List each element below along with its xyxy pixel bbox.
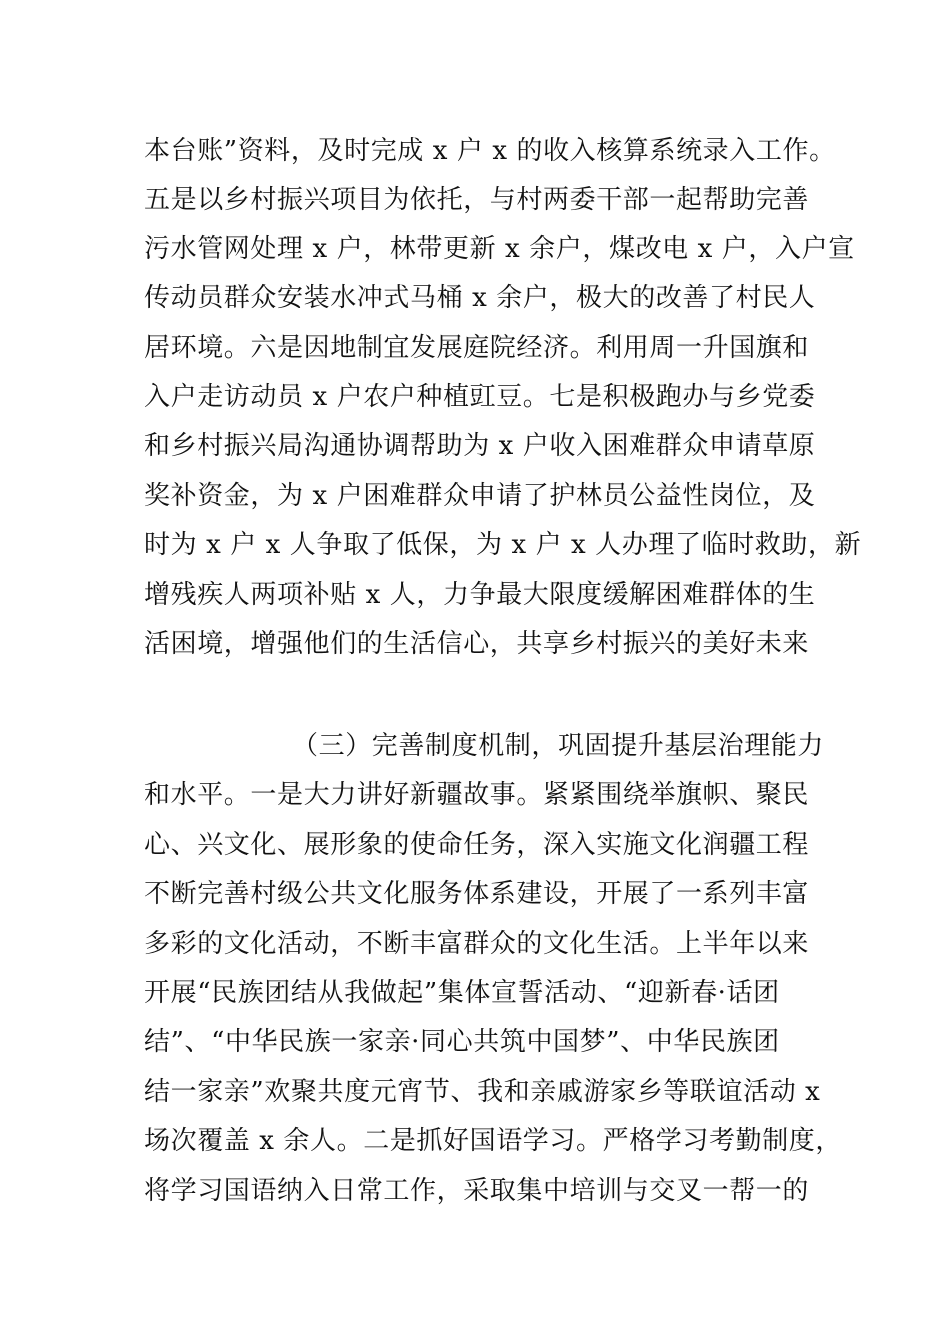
- section-heading-3: （三）完善制度机制，巩固提升基层治理能力: [292, 731, 825, 761]
- text-line-11: 活困境，增强他们的生活信心，共享乡村振兴的美好未来: [144, 629, 810, 659]
- text-line-5: 居环境。六是因地制宜发展庭院经济。利用周一升国旗和: [144, 333, 810, 363]
- text-line-6: 入户走访动员 x 户农户种植豇豆。七是积极跑办与乡党委: [144, 382, 816, 412]
- text-line-10: 增残疾人两项补贴 x 人，力争最大限度缓解困难群体的生: [144, 580, 816, 610]
- text-line-1: 本台账”资料，及时完成 x 户 x 的收入核算系统录入工作。: [144, 136, 836, 166]
- text-line-9: 时为 x 户 x 人争取了低保，为 x 户 x 人办理了临时救助，新: [144, 530, 862, 560]
- text-line-21: 将学习国语纳入日常工作，采取集中培训与交叉一帮一的: [144, 1176, 810, 1206]
- text-line-19: 结一家亲”欢聚共度元宵节、我和亲戚游家乡等联谊活动 x: [144, 1077, 821, 1107]
- text-line-15: 不断完善村级公共文化服务体系建设，开展了一系列丰富: [144, 879, 810, 909]
- text-line-14: 心、兴文化、展形象的使命任务，深入实施文化润疆工程: [144, 830, 810, 860]
- text-line-13: 和水平。一是大力讲好新疆故事。紧紧围绕举旗帜、聚民: [144, 780, 810, 810]
- text-line-17: 开展“民族团结从我做起”集体宣誓活动、“迎新春·话团: [144, 978, 780, 1008]
- text-line-4: 传动员群众安装水冲式马桶 x 余户，极大的改善了村民人: [144, 283, 816, 313]
- text-line-18: 结”、“中华民族一家亲·同心共筑中国梦”、中华民族团: [144, 1027, 780, 1057]
- text-line-20: 场次覆盖 x 余人。二是抓好国语学习。严格学习考勤制度，: [144, 1126, 842, 1156]
- text-line-3: 污水管网处理 x 户，林带更新 x 余户，煤改电 x 户，入户宣: [144, 234, 855, 264]
- text-line-16: 多彩的文化活动，不断丰富群众的文化生活。上半年以来: [144, 929, 810, 959]
- text-line-8: 奖补资金，为 x 户困难群众申请了护林员公益性岗位，及: [144, 481, 816, 511]
- text-line-2: 五是以乡村振兴项目为依托，与村两委干部一起帮助完善: [144, 185, 810, 215]
- text-line-7: 和乡村振兴局沟通协调帮助为 x 户收入困难群众申请草原: [144, 431, 816, 461]
